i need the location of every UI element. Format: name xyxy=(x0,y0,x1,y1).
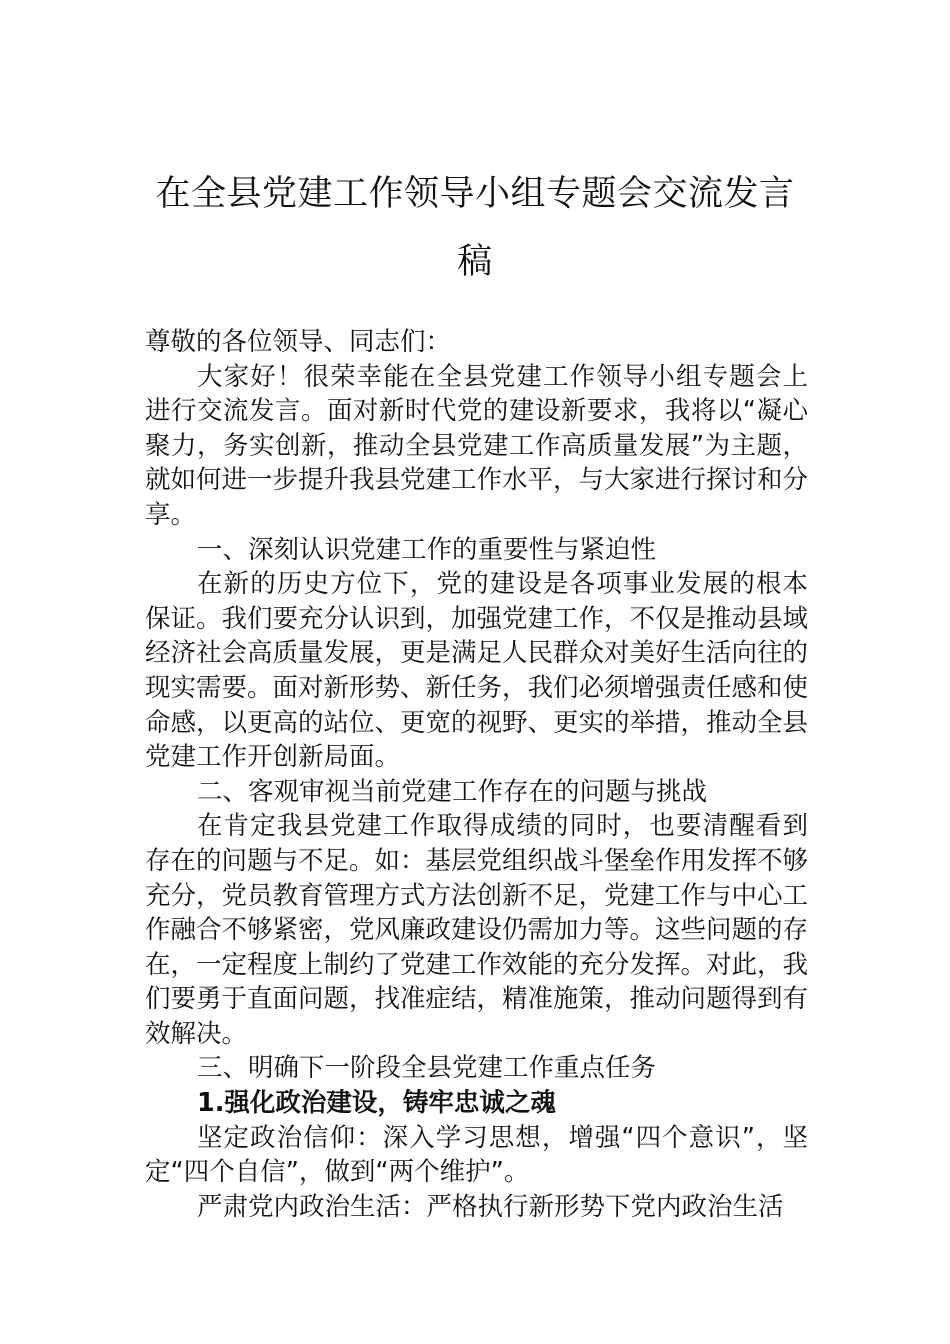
document-title: 在全县党建工作领导小组专题会交流发言稿 xyxy=(155,174,795,282)
section-heading-1: 一、深刻认识党建工作的重要性与紧迫性 xyxy=(197,534,657,565)
section-heading-2: 二、客观审视当前党建工作存在的问题与挑战 xyxy=(197,776,708,807)
section-paragraph-1: 在新的历史方位下，党的建设是各项事业发展的根本保证。我们要充分认识到，加强党建工作，不仅是推动县域经济社会高质量发展，更是满足人民群众对美好生活向往的现实需要。面对新形势、新任务，我们必须增强责任感和使命感，以更高的站位、更宽的视野、更实的举措，推动全县党建工作开创新局面。 xyxy=(145,569,809,773)
salutation: 尊敬的各位领导、同志们： xyxy=(145,327,452,357)
section-heading-3: 三、明确下一阶段全县党建工作重点任务 xyxy=(197,1053,657,1084)
subsection-paragraph-2: 严肃党内政治生活：严格执行新形势下党内政治生活 xyxy=(197,1191,784,1222)
subsection-paragraph-1: 坚定政治信仰：深入学习思想，增强“四个意识”，坚定“四个自信”，做到“两个维护”。 xyxy=(145,1122,808,1188)
subsection-heading-1: 1.强化政治建设，铸牢忠诚之魂 xyxy=(197,1088,556,1119)
document-body xyxy=(145,325,808,1224)
section-paragraph-2: 在肯定我县党建工作取得成绩的同时，也要清醒看到存在的问题与不足。如：基层党组织战斗堡垒作用发挥不够充分，党员教育管理方式方法创新不足，党建工作与中心工作融合不够紧密，党风廉政建设仍需加力等。这些问题的存在，一定程度上制约了党建工作效能的充分发挥。对此，我们要勇于直面问题，找准症结，精准施策，推动问题得到有效解决。 xyxy=(145,811,809,1049)
intro-paragraph: 大家好！很荣幸能在全县党建工作领导小组专题会上进行交流发言。面对新时代党的建设新要求，我将以“凝心聚力，务实创新，推动全县党建工作高质量发展”为主题，就如何进一步提升我县党建工作水平，与大家进行探讨和分享。 xyxy=(145,361,809,530)
